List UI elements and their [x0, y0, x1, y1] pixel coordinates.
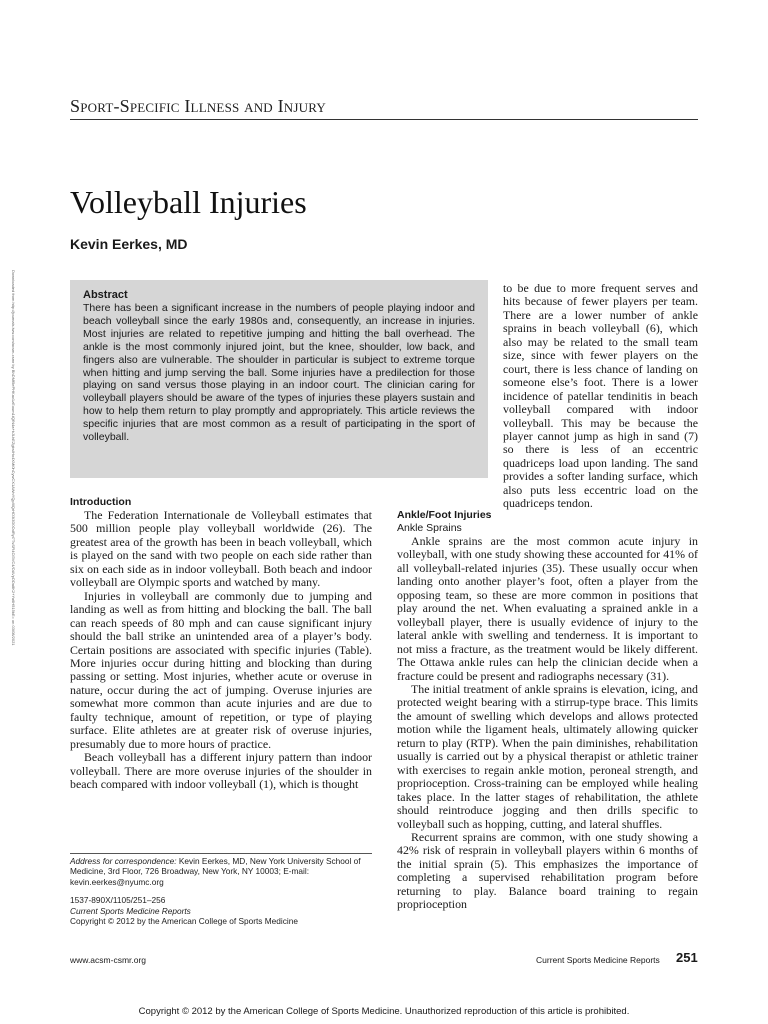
download-sidebar	[2, 270, 18, 790]
ankle-paragraph-1: Ankle sprains are the most common acute injury in volleyball, with one study showing these accounted for 41% of all volleyball-related injuries (35). These usually occur when landing onto another player’s foot, often a player from the opposing team, so these are more common in positions that play around the net. When evaluating a sprained ankle in a volleyball player, there is usually evidence of injury to the lateral ankle with swelling and tenderness. It is important to not miss a fracture, as the treatment would be likely different. The Ottawa ankle rules can help the clinician decide when a fracture could be present and radiographs necessary (31).	[397, 534, 698, 683]
introduction-heading: Introduction	[70, 496, 132, 508]
author-name: Kevin Eerkes, MD	[70, 236, 188, 252]
correspondence-label: Address for correspondence:	[70, 856, 177, 866]
abstract-text: There has been a significant increase in the numbers of people playing indoor and beach volleyball since the early 1980s and, consequently, an increase in injuries. Most injuries are related to repetitive jumping and hitting the ball overhead. The ankle is the most commonly injured joint, but the knee, shoulder, low back, and fingers also are vulnerable. The shoulder in particular is subject to extreme torque when hitting and jump serving the ball. Some injuries have a predilection for those playing on sand versus those playing in an indoor court. The clinician caring for volleyball players should be aware of the types of injuries these players sustain and how to help them return to play promptly and appropriately. This article reviews the specific injuries that are most common as a result of participating in the sport of volleyball.	[83, 302, 475, 444]
correspondence-text: Kevin Eerkes, MD, New York University School of Medicine, 3rd Floor, 726 Broadway, New York, NY 10003; E-mail: kevin.eerkes@nyumc.org	[70, 856, 361, 887]
abstract-heading: Abstract	[83, 289, 128, 301]
intro-paragraph-3: Beach volleyball has a different injury pattern than indoor volleyball. There are more overuse injuries of the shoulder in beach compared with indoor volleyball (1), which is thought	[70, 750, 372, 792]
issn: 1537-890X/1105/251–256	[70, 895, 166, 906]
footer-journal-name: Current Sports Medicine Reports	[536, 955, 660, 965]
left-column	[70, 496, 372, 792]
ankle-foot-heading: Ankle/Foot Injuries	[397, 509, 492, 521]
right-column	[397, 509, 698, 912]
right-column-top	[503, 282, 698, 511]
ankle-paragraph-2: The initial treatment of ankle sprains is elevation, icing, and protected weight bearing with a stirrup-type brace. This limits the amount of swelling which develops and allows protected motion while the ligament heals, ultimately allowing quicker return to play (RTP). When the pain diminishes, rehabilitation usually is carried out by a physical therapist or athletic trainer with exercises to regain ankle motion, peroneal strength, and proprioception. Cross-training can be employed while healing takes place. In the latter stages of rehabilitation, the athlete should reintroduce jogging and then drills specific to volleyball such as hopping, cutting, and lateral shuffles.	[397, 681, 698, 831]
header-rule	[70, 119, 698, 120]
footer-site-url[interactable]: www.acsm-csmr.org	[70, 955, 147, 965]
article-title: Volleyball Injuries	[70, 184, 307, 220]
right-top-paragraph: to be due to more frequent serves and hits because of fewer players per team. There are a lower number of ankle sprains in beach volleyball (6), which also may be related to the small team size, since with fewer players on the court, there is less chance of landing on someone else’s foot. There is a lower incidence of patellar tendinitis in beach volleyball compared with indoor volleyball. This may be because the player cannot jump as high in sand (7) so there is less of an eccentric quadriceps load upon landing. The sand provides a softer landing surface, which also puts less eccentric load on the quadriceps tendon.	[503, 281, 698, 511]
ankle-paragraph-3: Recurrent sprains are common, with one study showing a 42% risk of resprain in volleyball players within 6 months of the initial sprain (5). This emphasizes the importance of completing a supervised rehabilitation program before returning to play. Balance board training to regain proprioception	[397, 829, 698, 912]
intro-paragraph-1: The Federation Internationale de Volleyball estimates that 500 million people play volleyball worldwide (26). The greatest area of the growth has been in beach volleyball, which is played on the sand with two people on each side rather than six on each side as in indoor volleyball. Both beach and indoor volleyball are Olympic sports and watched by many.	[70, 508, 372, 590]
footnote	[70, 856, 380, 926]
intro-paragraph-2: Injuries in volleyball are commonly due to jumping and landing as well as from hitting and blocking the ball. The ball can reach speeds of 80 mph and can cause significant injury should the ball strike an unintended area of a player’s body. Certain positions are associated with specific injuries (Table). More injuries occur during hitting and blocking than during passing or setting. Most injuries, whether acute or overuse in nature, occur during the act of jumping. Overuse injuries are somewhat more common than acute injuries and are due to faulty technique, amount of repetition, or type of playing surface. Elite athletes are at greater risk of overuse injuries, presumably due to more hours of practice.	[70, 588, 372, 751]
correspondence	[70, 856, 380, 887]
footnote-rule	[70, 853, 372, 854]
footnote-journal: Current Sports Medicine Reports	[70, 905, 191, 916]
download-sidebar-text: Downloaded from http://journals.lww.com/acsm-csmr by BhDMf5ePHKav1zEoum1tQfN4a+kJLhEZgbsIHo4XMi0hCywCX1AWnYQp/IlQrHD3i3D0OdRyi7TvSFl4Cf3VC4/OAVpDDa8K2+Ya6H515kE= on 03/08/2021	[11, 270, 16, 646]
footnote-copyright: Copyright © 2012 by the American College of Sports Medicine	[70, 916, 298, 927]
section-header: Sport-Specific Illness and Injury	[70, 96, 326, 116]
ankle-sprains-subheading: Ankle Sprains	[397, 522, 462, 534]
page-number: 251	[676, 950, 698, 965]
copyright-notice: Copyright © 2012 by the American College of Sports Medicine. Unauthorized reproduction of this article is prohibited.	[138, 1006, 630, 1017]
abstract-box	[70, 280, 488, 478]
